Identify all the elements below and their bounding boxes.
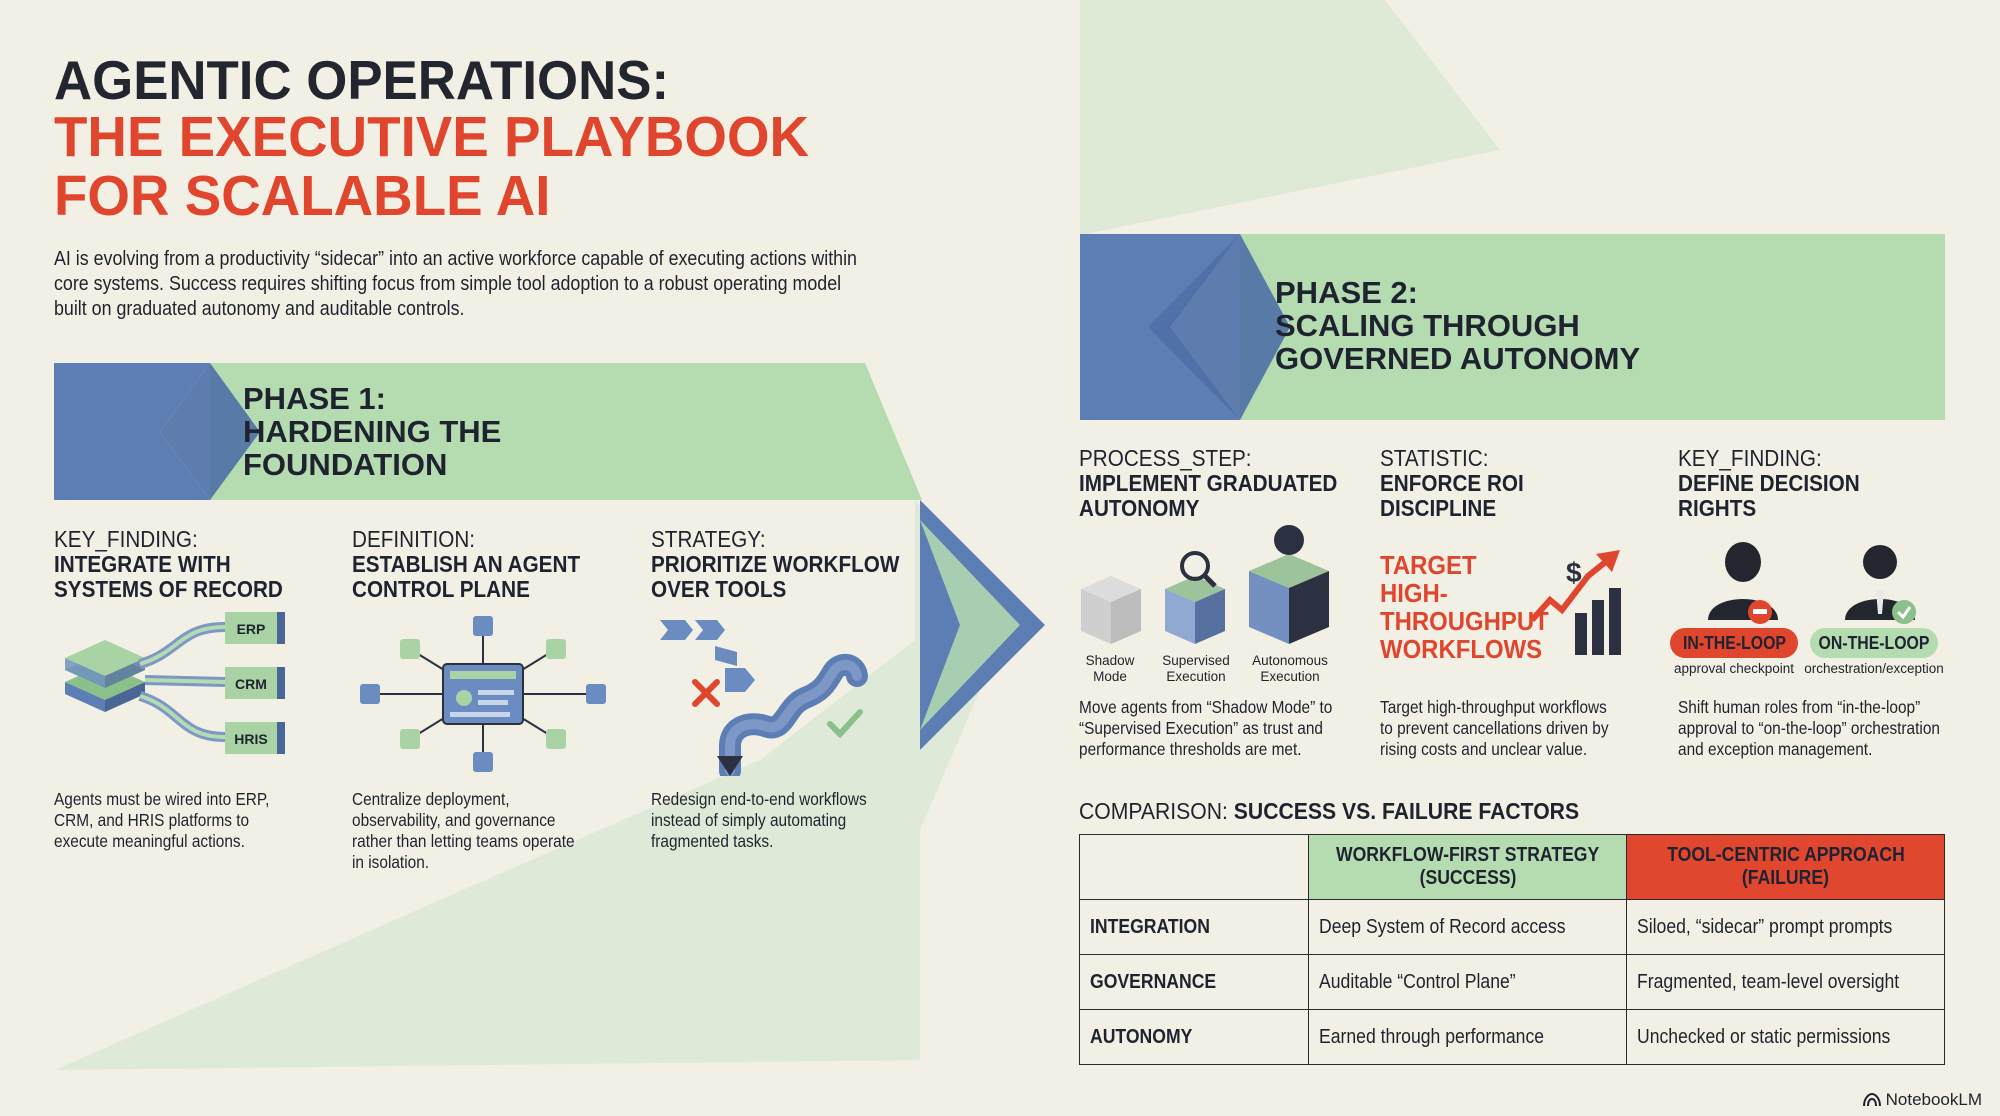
crm-label: CRM xyxy=(235,676,267,692)
label-kind: STATISTIC: xyxy=(1380,445,1489,471)
label-heading: PRIORITIZE WORKFLOW xyxy=(651,551,900,577)
desc-line: approval to “on-the-loop” orchestration xyxy=(1678,718,1940,738)
desc-line: in isolation. xyxy=(352,852,430,872)
desc-line: rather than letting teams operate xyxy=(352,831,575,851)
desc-line: fragmented tasks. xyxy=(651,831,774,851)
label-heading: DEFINE DECISION xyxy=(1678,470,1860,496)
cube-label-line: Autonomous xyxy=(1252,653,1328,668)
on-the-loop-subtext: orchestration/exception xyxy=(1804,661,1944,676)
cube-label-supervised xyxy=(1156,653,1236,685)
cell-text: Siloed, “sidecar” prompt prompts xyxy=(1637,915,1893,938)
phase1-col1-desc xyxy=(54,789,269,852)
table-row xyxy=(1080,955,1945,1010)
desc-line: CRM, and HRIS platforms to xyxy=(54,810,250,830)
cell-text: Auditable “Control Plane” xyxy=(1319,970,1516,993)
phase2-col1-label xyxy=(1079,446,1337,521)
failure-header xyxy=(1627,835,1945,900)
table-row xyxy=(1080,900,1945,955)
brand-mark xyxy=(1863,1090,1982,1110)
row-label xyxy=(1080,1010,1309,1065)
page-title-line2: THE EXECUTIVE PLAYBOOK xyxy=(54,105,810,169)
label-heading: OVER TOOLS xyxy=(651,576,787,602)
label-heading: AUTONOMY xyxy=(1079,495,1200,521)
cell-text: Earned through performance xyxy=(1319,1025,1545,1048)
page-title-line1: AGENTIC OPERATIONS: xyxy=(54,49,670,111)
phase1-title-line: FOUNDATION xyxy=(243,447,448,482)
success-header xyxy=(1309,835,1627,900)
desc-line: performance thresholds are met. xyxy=(1079,739,1302,759)
intro-line: core systems. Success requires shifting focus from simple tool adoption to a robust operating model xyxy=(54,272,842,295)
phase2-title-line: GOVERNED AUTONOMY xyxy=(1275,341,1641,376)
control-plane-icon xyxy=(358,614,608,774)
label-heading: CONTROL PLANE xyxy=(352,576,530,602)
desc-line: observability, and governance xyxy=(352,810,556,830)
stat-line: HIGH- xyxy=(1380,578,1448,608)
in-the-loop-subtext: approval checkpoint xyxy=(1673,661,1795,676)
phase2-col1-desc xyxy=(1079,697,1332,760)
svg-text:$: $ xyxy=(1566,557,1582,588)
label-kind: DEFINITION: xyxy=(352,526,476,552)
intro-paragraph xyxy=(54,246,857,321)
failure-cell xyxy=(1627,955,1945,1010)
cell-text: Deep System of Record access xyxy=(1319,915,1566,938)
comparison-table xyxy=(1079,834,1945,1065)
header-line: (SUCCESS) xyxy=(1419,867,1517,889)
systems-of-record-icon xyxy=(60,612,290,772)
cube-label-autonomous xyxy=(1245,653,1335,685)
phase1-col3-label xyxy=(651,527,899,602)
table-row xyxy=(1080,1010,1945,1065)
header-line: WORKFLOW-FIRST STRATEGY xyxy=(1335,844,1600,866)
phase2-title xyxy=(1275,276,1640,375)
workflow-pipe-icon xyxy=(655,616,885,776)
row-label xyxy=(1080,955,1309,1010)
cell-text: Fragmented, team-level oversight xyxy=(1637,970,1900,993)
erp-label: ERP xyxy=(236,621,266,637)
desc-line: Move agents from “Shadow Mode” to xyxy=(1079,697,1333,717)
stat-line: WORKFLOWS xyxy=(1380,634,1543,664)
comparison-title-prefix: COMPARISON: xyxy=(1079,798,1234,824)
desc-line: rising costs and unclear value. xyxy=(1380,739,1588,759)
cube-label-line: Mode xyxy=(1093,669,1127,684)
comparison-header-row xyxy=(1080,835,1945,900)
cube-label-line: Execution xyxy=(1166,669,1226,684)
label-kind: KEY_FINDING: xyxy=(54,526,198,552)
label-heading: DISCIPLINE xyxy=(1380,495,1497,521)
desc-line: Target high-throughput workflows xyxy=(1380,697,1607,717)
desc-line: execute meaningful actions. xyxy=(54,831,245,851)
intro-line: built on graduated autonomy and auditable controls. xyxy=(54,297,465,320)
label-kind: PROCESS_STEP: xyxy=(1079,445,1252,471)
graduated-autonomy-cubes xyxy=(1079,524,1339,654)
label-heading: ENFORCE ROI xyxy=(1380,470,1524,496)
comparison-title xyxy=(1079,798,1579,825)
success-cell xyxy=(1309,900,1627,955)
cell-text: INTEGRATION xyxy=(1090,915,1210,938)
desc-line: instead of simply automating xyxy=(651,810,847,830)
cell-text: GOVERNANCE xyxy=(1090,970,1217,993)
phase2-col3-desc xyxy=(1678,697,1940,760)
notebooklm-logo-icon xyxy=(1863,1093,1881,1107)
label-heading: ESTABLISH AN AGENT xyxy=(352,551,581,577)
header-line: TOOL-CENTRIC APPROACH xyxy=(1666,844,1905,866)
comparison-title-bold: SUCCESS VS. FAILURE FACTORS xyxy=(1233,798,1580,824)
phase2-title-line: PHASE 2: xyxy=(1275,275,1418,310)
phase1-title-line: HARDENING THE xyxy=(243,414,502,449)
label-heading: IMPLEMENT GRADUATED xyxy=(1079,470,1338,496)
cube-label-line: Execution xyxy=(1260,669,1320,684)
page-title-line3: FOR SCALABLE AI xyxy=(54,164,551,228)
cube-label-shadow xyxy=(1084,653,1136,685)
cell-text: Unchecked or static permissions xyxy=(1637,1025,1891,1048)
roi-growth-chart-icon xyxy=(1530,548,1630,658)
success-cell xyxy=(1309,955,1627,1010)
phase2-title-line: SCALING THROUGH xyxy=(1275,308,1580,343)
desc-line: to prevent cancellations driven by xyxy=(1380,718,1609,738)
intro-line: AI is evolving from a productivity “sidecar” into an active workforce capable of executing actions within xyxy=(54,247,857,270)
label-kind: STRATEGY: xyxy=(651,526,766,552)
roi-statistic-text xyxy=(1380,551,1549,663)
desc-line: Shift human roles from “in-the-loop” xyxy=(1678,697,1921,717)
failure-cell xyxy=(1627,1010,1945,1065)
phase2-col3-label xyxy=(1678,446,1860,521)
success-cell xyxy=(1309,1010,1627,1065)
cube-label-line: Supervised xyxy=(1162,653,1230,668)
header-line: (FAILURE) xyxy=(1742,867,1830,889)
label-heading: INTEGRATE WITH xyxy=(54,551,231,577)
phase1-col3-desc xyxy=(651,789,867,852)
phase1-title xyxy=(243,382,501,481)
desc-line: Agents must be wired into ERP, xyxy=(54,789,270,809)
phase1-title-line: PHASE 1: xyxy=(243,381,386,416)
label-kind: KEY_FINDING: xyxy=(1678,445,1822,471)
cube-label-line: Shadow xyxy=(1085,653,1135,668)
phase2-col2-label xyxy=(1380,446,1524,521)
hris-label: HRIS xyxy=(234,731,268,747)
empty-header-cell xyxy=(1080,835,1309,900)
desc-line: “Supervised Execution” as trust and xyxy=(1079,718,1323,738)
in-the-loop-badge xyxy=(1670,628,1798,658)
badge-text: IN-THE-LOOP xyxy=(1682,633,1786,653)
cell-text: AUTONOMY xyxy=(1090,1025,1193,1048)
desc-line: and exception management. xyxy=(1678,739,1873,759)
phase1-col2-label xyxy=(352,527,580,602)
stat-line: TARGET xyxy=(1380,550,1477,580)
stat-line: THROUGHPUT xyxy=(1380,606,1549,636)
phase2-col2-desc xyxy=(1380,697,1609,760)
decision-rights-people-icon xyxy=(1700,540,1960,630)
phase1-col2-desc xyxy=(352,789,575,873)
row-label xyxy=(1080,900,1309,955)
badge-text: ON-THE-LOOP xyxy=(1818,633,1930,653)
on-the-loop-badge xyxy=(1810,628,1938,658)
desc-line: Centralize deployment, xyxy=(352,789,510,809)
label-heading: SYSTEMS OF RECORD xyxy=(54,576,283,602)
label-heading: RIGHTS xyxy=(1678,495,1757,521)
brand-name: NotebookLM xyxy=(1885,1090,1982,1109)
phase1-col1-label xyxy=(54,527,283,602)
failure-cell xyxy=(1627,900,1945,955)
desc-line: Redesign end-to-end workflows xyxy=(651,789,867,809)
